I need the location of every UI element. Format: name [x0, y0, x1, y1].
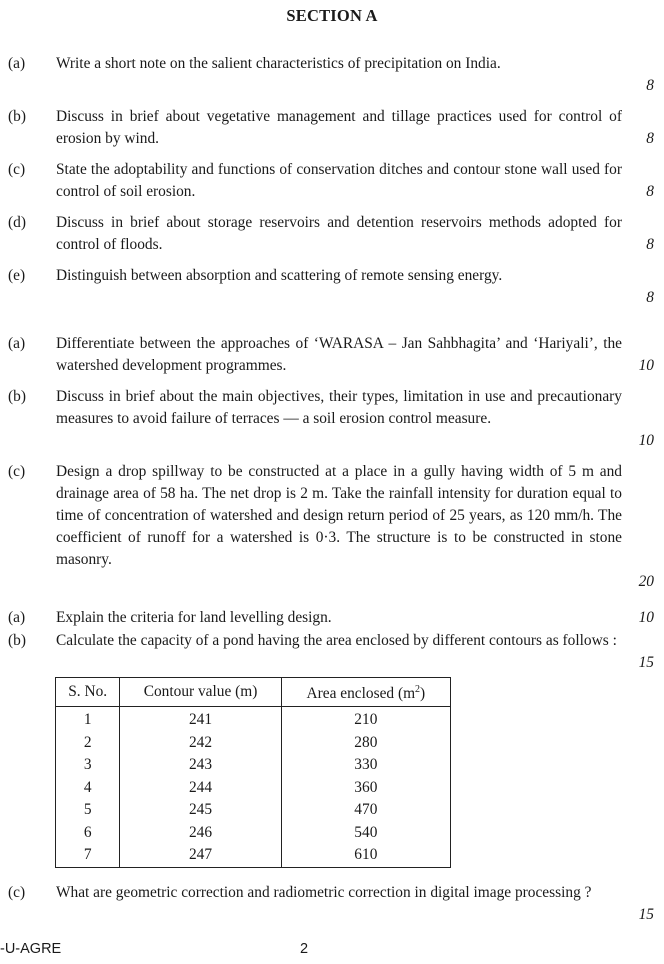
question-marks: 20 [638, 573, 654, 590]
question-text: Discuss in brief about storage reservoirs and detention reservoirs methods adopted for control of floods. [56, 214, 622, 253]
table-row [56, 822, 451, 845]
question-marks: 10 [638, 609, 654, 626]
cell-sno: 6 [56, 822, 120, 845]
question-label: (d) [8, 214, 26, 231]
cell-area: 360 [281, 777, 450, 800]
cell-area: 470 [281, 799, 450, 822]
question-marks: 8 [646, 77, 654, 94]
cell-contour: 243 [120, 754, 281, 777]
cell-area: 610 [281, 844, 450, 867]
question-label: (b) [8, 388, 26, 405]
question-marks: 8 [646, 130, 654, 147]
question-label: (a) [8, 335, 26, 352]
table-header-row [56, 678, 451, 707]
question-marks: 10 [638, 432, 654, 449]
question-text: Discuss in brief about vegetative management and tillage practices used for control of erosion by wind. [56, 108, 622, 147]
question-marks: 8 [646, 236, 654, 253]
question-label: (b) [8, 108, 26, 125]
table-row [56, 754, 451, 777]
question-label: (c) [8, 463, 26, 480]
table-row [56, 777, 451, 800]
question-marks: 15 [638, 906, 654, 923]
question-marks: 8 [646, 289, 654, 306]
cell-area: 330 [281, 754, 450, 777]
cell-area: 210 [281, 707, 450, 732]
question-text: What are geometric correction and radiometric correction in digital image processing ? [56, 884, 592, 901]
cell-contour: 244 [120, 777, 281, 800]
question-text: Differentiate between the approaches of ‘WARASA – Jan Sahbhagita’ and ‘Hariyali’, the watershed development programmes. [56, 335, 622, 374]
cell-sno: 5 [56, 799, 120, 822]
page-number: 2 [300, 941, 309, 957]
table-row [56, 844, 451, 867]
cell-sno: 2 [56, 732, 120, 755]
question-text: State the adoptability and functions of conservation ditches and contour stone wall used for control of soil erosion. [56, 161, 622, 200]
question-label: (e) [8, 267, 26, 284]
paper-code: -U-AGRE [0, 941, 62, 957]
header-sno: S. No. [56, 678, 120, 707]
cell-sno: 4 [56, 777, 120, 800]
cell-contour: 245 [120, 799, 281, 822]
table-row [56, 799, 451, 822]
question-text: Calculate the capacity of a pond having the area enclosed by different contours as follows : [56, 632, 617, 649]
table-row [56, 707, 451, 732]
cell-contour: 247 [120, 844, 281, 867]
table-row [56, 732, 451, 755]
contour-area-table [55, 677, 451, 868]
cell-area: 280 [281, 732, 450, 755]
cell-sno: 7 [56, 844, 120, 867]
question-marks: 15 [638, 654, 654, 671]
cell-contour: 242 [120, 732, 281, 755]
cell-area: 540 [281, 822, 450, 845]
header-area-enclosed: Area enclosed $(m^2)$ [281, 678, 450, 707]
question-label: (a) [8, 55, 26, 72]
header-contour-value: Contour value (m) [120, 678, 281, 707]
question-text: Design a drop spillway to be constructed at a place in a gully having width of 5 m and drainage area of 58 ha. The net drop is 2 m. Take the rainfall intensity for duration equal to time of concentration of watershed and design return period of 25 years, as 120 mm/h. The coefficient of runoff for a watershed is 0·3. The structure is to be constructed in stone masonry. [56, 463, 622, 568]
question-label: (c) [8, 161, 26, 178]
cell-sno: 3 [56, 754, 120, 777]
question-text: Write a short note on the salient characteristics of precipitation on India. [56, 55, 501, 72]
question-text: Distinguish between absorption and scattering of remote sensing energy. [56, 267, 503, 284]
question-label: (b) [8, 632, 26, 649]
question-marks: 10 [638, 357, 654, 374]
section-title: SECTION A [286, 6, 378, 25]
question-marks: 8 [646, 183, 654, 200]
cell-sno: 1 [56, 707, 120, 732]
question-text: Discuss in brief about the main objectives, their types, limitation in use and precautionary measures to avoid failure of terraces — a soil erosion control measure. [56, 388, 622, 427]
question-text: Explain the criteria for land levelling design. [56, 609, 332, 626]
cell-contour: 246 [120, 822, 281, 845]
question-label: (c) [8, 884, 26, 901]
question-label: (a) [8, 609, 26, 626]
cell-contour: 241 [120, 707, 281, 732]
